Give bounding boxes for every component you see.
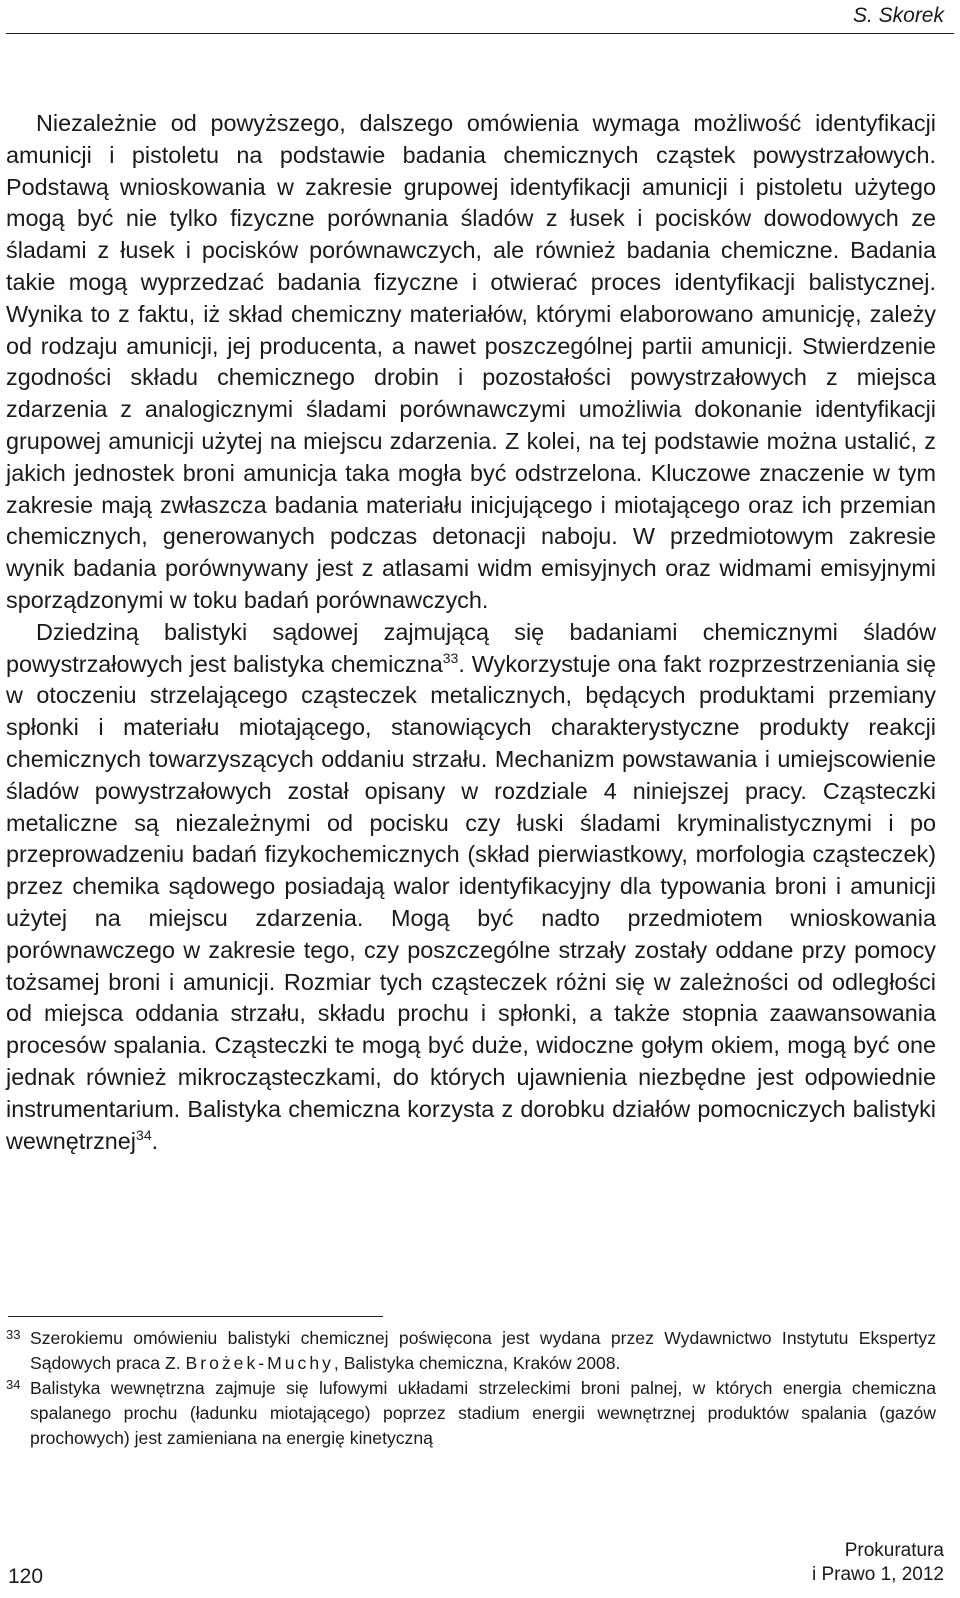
journal-line-1: Prokuratura [844, 1540, 944, 1561]
main-text [6, 108, 936, 1157]
footnotes [6, 1326, 936, 1451]
journal-name [812, 1539, 944, 1587]
footnote-number: 34 [6, 1377, 21, 1392]
footnote-text-end: , Balistyka chemiczna, Kraków 2008. [333, 1353, 621, 1373]
footnote-34 [6, 1376, 936, 1451]
paragraph-2 [6, 617, 936, 1158]
paragraph-1: Niezależnie od powyższego, dalszego omówienia wymaga możliwość identyfikacji amunicji i pistoletu na podstawie badania chemicznych cząstek powystrzałowych. Podstawą wnioskowania w zakresie grupowej identyfikacji amunicji i pistoletu użytego mogą być nie tylko fizyczne porównania śladów z łusek i pocisków dowodowych ze śladami z łusek i pocisków porównawczych, ale również badania chemiczne. Badania takie mogą wyprzedzać badania fizyczne i otwierać proces identyfikacji balistycznej. Wynika to z faktu, iż skład chemiczny materiałów, którymi elaborowano amunicję, zależy od rodzaju amunicji, jej producenta, a nawet poszczególnej partii amunicji. Stwierdzenie zgodności składu chemicznego drobin i pozostałości powystrzałowych z miejsca zdarzenia z analogicznymi śladami porównawczymi umożliwia dokonanie identyfikacji grupowej amunicji użytej na miejscu zdarzenia. Z kolei, na tej podstawie można ustalić, z jakich jednostek broni amunicja taka mogła być odstrzelona. Kluczowe znaczenie w tym zakresie mają zwłaszcza badania materiału inicjującego i miotającego oraz ich przemian chemicznych, generowanych podczas detonacji naboju. W przedmiotowym zakresie wynik badania porównywany jest z atlasami widm emisyjnych oraz widmami emisyjnymi sporządzonymi w toku badań porównawczych. [6, 110, 936, 613]
journal-line-2: i Prawo 1, 2012 [811, 1564, 944, 1585]
running-header-author: S. Skorek [852, 4, 944, 27]
footnote-text: Szerokiemu omówieniu balistyki chemicznej poświęcona jest wydana przez Wydawnictwo Instytutu Ekspertyz Sądowych praca Z. [30, 1328, 936, 1373]
footnote-number: 33 [6, 1327, 21, 1342]
footnote-author: Brożek-Muchy [185, 1353, 334, 1373]
paragraph-2-part-b: . Wykorzystuje ona fakt rozprzestrzeniania się w otoczeniu strzelającego cząsteczek metalicznych, będących produktami przemiany spłonki i materiału miotającego, stanowiących charakterystyczne produkty reakcji chemicznych towarzyszących oddaniu strzału. Mechanizm powstawania i umiejscowienie śladów powystrzałowych został opisany w rozdziale 4 niniejszej pracy. Cząsteczki metaliczne są niezależnymi od pocisku czy łuski śladami kryminalistycznymi i po przeprowadzeniu badań fizykochemicznych (skład pierwiastkowy, morfologia cząsteczek) przez chemika sądowego posiadają walor identyfikacyjny dla typowania broni i amunicji użytej na miejscu zdarzenia. Mogą być nadto przedmiotem wnioskowania porównawczego w zakresie tego, czy poszczególne strzały zostały oddane przy pomocy tożsamej broni i amunicji. Rozmiar tych cząsteczek różni się w zależności od odległości od miejsca oddania strzału, składu prochu i spłonki, a także stopnia zaawansowania procesów spalania. Cząsteczki te mogą być duże, widoczne gołym okiem, mogą być one jednak również mikrocząsteczkami, do których ujawnienia niezbędne jest odpowiednie instrumentarium. Balistyka chemiczna korzysta z dorobku działów pomocniczych balistyki wewnętrznej [6, 650, 936, 1154]
header-rule [6, 33, 954, 34]
paragraph-2-part-c: . [151, 1127, 159, 1154]
page-number: 120 [8, 1565, 44, 1588]
footnote-ref-33: 33 [442, 649, 459, 666]
footnote-ref-34: 34 [136, 1126, 152, 1143]
paragraph-2-part-a: Dziedziną balistyki sądowej zajmującą się badaniami chemicznymi śladów powystrzałowych jest balistyka chemiczna [6, 618, 936, 677]
footnote-text: Balistyka wewnętrzna zajmuje się lufowymi układami strzeleckimi broni palnej, w których energia chemiczna spalanego prochu (ładunku miotającego) poprzez stadium energii wewnętrznej produktów spalania (gazów prochowych) jest zamieniana na energię kinetyczną [30, 1378, 936, 1448]
footnote-rule [8, 1316, 383, 1317]
footnote-33 [6, 1326, 936, 1376]
